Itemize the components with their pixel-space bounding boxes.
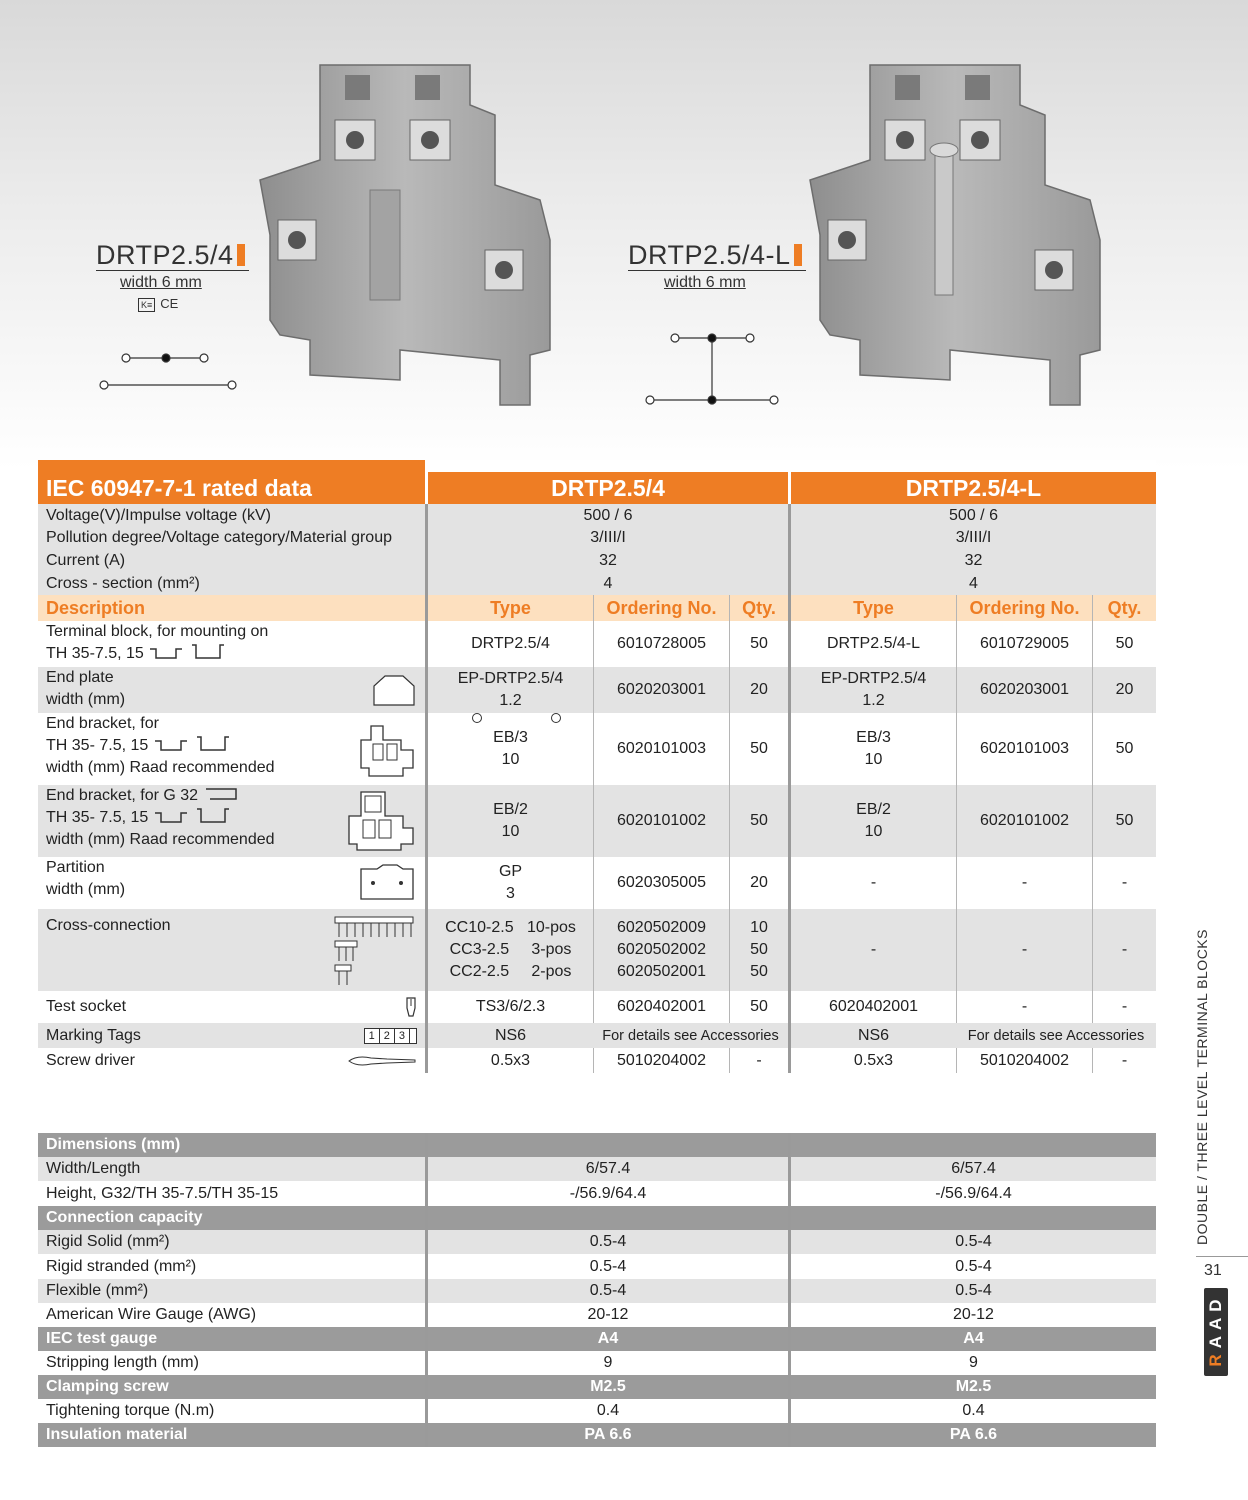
spec-value: 0.4 bbox=[428, 1399, 791, 1423]
rated-value: 500 / 6 bbox=[428, 504, 791, 527]
accessory-row-cross-connection bbox=[38, 909, 1156, 991]
rated-label: Voltage(V)/Impulse voltage (kV) bbox=[38, 504, 428, 527]
product-1-title: DRTP2.5/4 bbox=[96, 240, 249, 271]
accessory-row-marking-tags bbox=[38, 1023, 1156, 1048]
end-bracket-icon bbox=[357, 720, 417, 778]
rated-value: 3/III/I bbox=[955, 529, 992, 546]
rated-value: 4 bbox=[428, 572, 791, 595]
order-value: 6020101003 bbox=[956, 713, 1092, 785]
rail-profile-icon bbox=[153, 807, 233, 825]
spec-section-label: Dimensions (mm) bbox=[38, 1133, 428, 1157]
type-header: Type bbox=[490, 597, 531, 618]
qty-value: 20 bbox=[1092, 667, 1156, 713]
rated-label: Pollution degree/Voltage category/Material group bbox=[38, 527, 428, 549]
spec-label: Tightening torque (N.m) bbox=[38, 1399, 428, 1423]
order-value: - bbox=[956, 909, 1092, 991]
spec-label: Width/Length bbox=[38, 1157, 428, 1181]
spec-value: 6/57.4 bbox=[951, 1160, 996, 1177]
qty-value: 10 50 50 bbox=[729, 909, 791, 991]
type-value: CC10-2.5 10-pos CC3-2.5 3-pos CC2-2.5 2-pos bbox=[445, 919, 576, 980]
rated-header-row bbox=[38, 460, 1156, 504]
partition-icon bbox=[357, 863, 417, 903]
specifications-table bbox=[38, 1133, 1156, 1447]
spec-label: Height, G32/TH 35-7.5/TH 35-15 bbox=[38, 1181, 428, 1206]
spec-value bbox=[428, 1206, 791, 1230]
accessory-row-end-plate bbox=[38, 667, 1156, 713]
spec-value: 20-12 bbox=[953, 1306, 994, 1323]
type-value: 0.5x3 bbox=[853, 1051, 894, 1069]
spec-value: 0.5-4 bbox=[428, 1279, 791, 1303]
rated-rows bbox=[38, 504, 1156, 595]
spec-label: Rigid Solid (mm²) bbox=[38, 1230, 428, 1254]
spec-row bbox=[38, 1351, 1156, 1375]
g32-rail-icon bbox=[203, 785, 239, 803]
rated-title: IEC 60947-7-1 rated data bbox=[38, 460, 428, 504]
spec-row bbox=[38, 1399, 1156, 1423]
order-value: 6020203001 bbox=[593, 667, 729, 713]
rated-label: Cross - section (mm²) bbox=[38, 572, 428, 595]
spec-value: 0.5-4 bbox=[428, 1230, 791, 1254]
order-value: 6020502009 6020502002 6020502001 bbox=[593, 909, 729, 991]
rated-row bbox=[38, 504, 1156, 527]
accessory-label: End bracket, for G 32 TH 35- 7.5, 15 width (mm) Raad recommended bbox=[38, 785, 428, 857]
product-2-schematic bbox=[640, 328, 790, 413]
qty-header: Qty. bbox=[729, 595, 791, 621]
product-2-image bbox=[800, 60, 1110, 410]
qty-value: 50 bbox=[729, 621, 791, 667]
spec-value: -/56.9/64.4 bbox=[935, 1184, 1012, 1202]
ring-icon bbox=[472, 713, 482, 723]
ring-icon bbox=[551, 713, 561, 723]
spec-value: 0.5-4 bbox=[955, 1233, 992, 1250]
rated-value: 4 bbox=[969, 574, 978, 592]
qty-value: 50 bbox=[1092, 621, 1156, 667]
order-value: 6020101003 bbox=[593, 713, 729, 785]
type-value: NS6 bbox=[857, 1026, 890, 1044]
spec-section-label: IEC test gauge bbox=[38, 1327, 428, 1351]
qty-value: 50 bbox=[729, 785, 791, 857]
spec-label: Stripping length (mm) bbox=[38, 1351, 428, 1375]
accessory-row-end-bracket-th bbox=[38, 713, 1156, 785]
spec-header-row bbox=[38, 1423, 1156, 1447]
order-value: 6020101002 bbox=[593, 785, 729, 857]
accessories-header-row bbox=[38, 595, 1156, 621]
spec-header-row bbox=[38, 1133, 1156, 1157]
rail-profile-icon bbox=[153, 735, 233, 753]
accessory-label: Screw driver bbox=[38, 1048, 428, 1073]
qty-value: - bbox=[1092, 991, 1156, 1023]
spec-row bbox=[38, 1254, 1156, 1279]
kema-keur-icon: K≡ bbox=[138, 298, 155, 312]
type-value: - bbox=[870, 874, 877, 891]
spec-value bbox=[791, 1133, 1156, 1157]
rated-value: 32 bbox=[964, 551, 983, 569]
spec-value: A4 bbox=[963, 1330, 984, 1347]
order-value: 6020101002 bbox=[956, 785, 1092, 857]
spec-value: A4 bbox=[428, 1327, 791, 1351]
rated-data-table bbox=[38, 460, 1156, 1073]
type-value: EB/2 10 bbox=[856, 801, 891, 840]
type-value: EP-DRTP2.5/4 1.2 bbox=[428, 667, 593, 713]
product-2-width: width 6 mm bbox=[664, 274, 746, 291]
accessory-row-terminal-block bbox=[38, 621, 1156, 667]
qty-value: 20 bbox=[729, 667, 791, 713]
order-value: 5010204002 bbox=[956, 1048, 1092, 1073]
spec-value: PA 6.6 bbox=[949, 1426, 998, 1443]
rated-value: 3/III/I bbox=[428, 527, 791, 549]
accessory-label: Cross-connection bbox=[38, 909, 428, 991]
qty-value: 50 bbox=[1092, 713, 1156, 785]
accessory-row-partition bbox=[38, 857, 1156, 909]
order-value: 6020203001 bbox=[956, 667, 1092, 713]
qty-value: 50 bbox=[729, 991, 791, 1023]
rated-row bbox=[38, 527, 1156, 549]
spec-section-label: Clamping screw bbox=[38, 1375, 428, 1399]
order-value: - bbox=[956, 991, 1092, 1023]
page-number: 31 bbox=[1204, 1262, 1222, 1279]
product-1-image bbox=[250, 60, 560, 410]
spec-label: American Wire Gauge (AWG) bbox=[38, 1303, 428, 1327]
order-value: 6020305005 bbox=[593, 857, 729, 909]
rated-label: Current (A) bbox=[38, 549, 428, 572]
accessory-label: Partition width (mm) bbox=[38, 857, 428, 909]
test-socket-icon bbox=[405, 996, 417, 1018]
qty-value: 20 bbox=[729, 857, 791, 909]
spec-value: -/56.9/64.4 bbox=[428, 1181, 791, 1206]
spec-value: 0.4 bbox=[962, 1402, 985, 1419]
type-value: DRTP2.5/4 bbox=[471, 635, 550, 652]
product-1-schematic bbox=[96, 345, 246, 400]
spec-row bbox=[38, 1157, 1156, 1181]
type-value: EB/2 10 bbox=[493, 801, 528, 840]
qty-value: 50 bbox=[1092, 785, 1156, 857]
rated-value: 32 bbox=[428, 549, 791, 572]
spec-row bbox=[38, 1303, 1156, 1327]
spec-value: PA 6.6 bbox=[428, 1423, 791, 1447]
type-value: 0.5x3 bbox=[490, 1051, 531, 1069]
order-value: 6010728005 bbox=[593, 621, 729, 667]
col-header-1: DRTP2.5/4 bbox=[428, 460, 791, 504]
spec-value: 9 bbox=[428, 1351, 791, 1375]
order-value: For details see Accessories bbox=[967, 1027, 1145, 1044]
screwdriver-icon bbox=[347, 1054, 417, 1068]
marking-tags-icon: 1 2 3 bbox=[364, 1028, 417, 1044]
spec-section-label: Insulation material bbox=[38, 1423, 428, 1447]
order-value: 5010204002 bbox=[593, 1048, 729, 1073]
type-value: EP-DRTP2.5/4 1.2 bbox=[820, 670, 927, 709]
spec-value: 9 bbox=[969, 1354, 978, 1371]
type-value: EB/3 10 bbox=[493, 729, 528, 768]
spec-section-label: Connection capacity bbox=[38, 1206, 428, 1230]
category-label: DOUBLE / THREE LEVEL TERMINAL BLOCKS bbox=[1194, 929, 1210, 1245]
spec-label: Flexible (mm²) bbox=[38, 1279, 428, 1303]
type-value: GP 3 bbox=[498, 863, 523, 902]
spec-value: 0.5-4 bbox=[428, 1254, 791, 1279]
end-bracket-g32-icon bbox=[345, 788, 417, 854]
accessory-label: End plate width (mm) bbox=[38, 667, 428, 713]
product-hero bbox=[0, 0, 1248, 470]
spec-header-row bbox=[38, 1327, 1156, 1351]
type-value: EB/3 10 bbox=[856, 729, 891, 768]
type-value: - bbox=[870, 941, 877, 958]
spec-value bbox=[428, 1133, 791, 1157]
product-2-title: DRTP2.5/4-L bbox=[628, 240, 806, 271]
rated-row bbox=[38, 549, 1156, 572]
type-value: TS3/6/2.3 bbox=[475, 998, 546, 1015]
spec-row bbox=[38, 1181, 1156, 1206]
qty-value: - bbox=[1092, 1048, 1156, 1073]
qty-value: 50 bbox=[729, 713, 791, 785]
col-header-2: DRTP2.5/4-L bbox=[791, 460, 1156, 504]
qty-value: - bbox=[1092, 909, 1156, 991]
spec-value bbox=[791, 1206, 1156, 1230]
order-value: For details see Accessories bbox=[593, 1023, 791, 1048]
qty-header: Qty. bbox=[1092, 595, 1156, 621]
accessory-label: End bracket, for TH 35- 7.5, 15 width (mm) Raad recommended bbox=[38, 713, 428, 785]
end-plate-icon bbox=[371, 672, 417, 708]
type-value: NS6 bbox=[494, 1026, 527, 1044]
product-1-width: width 6 mm bbox=[120, 274, 202, 291]
accessory-row-test-socket bbox=[38, 991, 1156, 1023]
type-value: 6020402001 bbox=[829, 998, 918, 1015]
qty-value: - bbox=[729, 1048, 791, 1073]
accessory-label: Marking Tags 1 2 3 bbox=[38, 1023, 428, 1048]
spec-row bbox=[38, 1279, 1156, 1303]
spec-value: 6/57.4 bbox=[428, 1157, 791, 1181]
spec-row bbox=[38, 1230, 1156, 1254]
rated-row bbox=[38, 572, 1156, 595]
accessory-row-end-bracket-g32 bbox=[38, 785, 1156, 857]
spec-value: 0.5-4 bbox=[955, 1282, 992, 1299]
spec-value: M2.5 bbox=[955, 1378, 992, 1395]
desc-header: Description bbox=[38, 595, 428, 621]
order-value: 6020402001 bbox=[593, 991, 729, 1023]
spec-header-row bbox=[38, 1206, 1156, 1230]
cross-connection-icon bbox=[333, 915, 415, 987]
spec-label: Rigid stranded (mm²) bbox=[38, 1254, 428, 1279]
qty-value: - bbox=[1092, 857, 1156, 909]
accessory-row-screw-driver bbox=[38, 1048, 1156, 1073]
spec-value: 20-12 bbox=[428, 1303, 791, 1327]
order-header: Ordering No. bbox=[956, 595, 1092, 621]
order-value: - bbox=[956, 857, 1092, 909]
accessory-label: Test socket bbox=[38, 991, 428, 1023]
accessory-label: Terminal block, for mounting on TH 35-7.5, 15 bbox=[38, 621, 428, 667]
type-header: Type bbox=[853, 597, 894, 618]
spec-value: 0.5-4 bbox=[955, 1257, 992, 1275]
side-divider bbox=[1196, 1256, 1248, 1257]
order-value: 6010729005 bbox=[956, 621, 1092, 667]
rail-profile-icon bbox=[148, 643, 228, 661]
type-value: DRTP2.5/4-L bbox=[826, 635, 921, 652]
rated-value: 500 / 6 bbox=[949, 506, 998, 524]
spec-header-row bbox=[38, 1375, 1156, 1399]
spec-value: M2.5 bbox=[428, 1375, 791, 1399]
raad-logo: RAAD bbox=[1204, 1288, 1228, 1376]
certification-marks: K≡ CE bbox=[138, 296, 178, 312]
order-header: Ordering No. bbox=[593, 595, 729, 621]
